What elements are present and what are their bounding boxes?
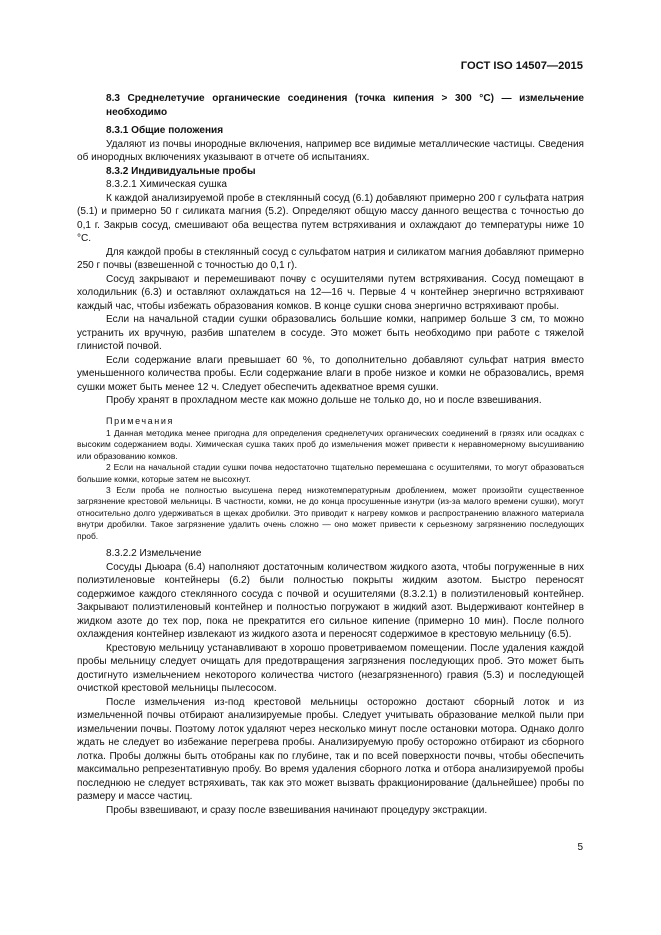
paragraph: Сосуд закрывают и перемешивают почву с осушителями путем встряхивания. Сосуд помещают в холодильник (6.3) и оставляют охлаждаться на 12—16 ч. Первые 4 ч контейнер энергично встряхивают каждый час, чтобы избежать образования комков. В конце сушки снова энергично встряхивают пробы. bbox=[77, 273, 584, 312]
section-8-3-title: 8.3 Среднелетучие органические соединения (точка кипения > 300 °С) — измельчение необходимо bbox=[106, 93, 584, 118]
section-8-3-2-1-title: 8.3.2.1 Химическая сушка bbox=[106, 179, 227, 190]
paragraph: Если на начальной стадии сушки образовались большие комки, например больше 3 см, то можно устранить их вручную, разбив шпателем в сосуде. Это может быть необходимо при работе с тяжелой глинистой почвой. bbox=[77, 314, 584, 352]
note: 1 Данная методика менее пригодна для определения среднелетучих органических соединений в грязях или осадках с высоким содержанием воды. Химическая сушка таких проб до измельчения может привести к неравномерному высушиванию или образованию комков. bbox=[77, 428, 584, 461]
section-8-3-1-title: 8.3.1 Общие положения bbox=[106, 125, 224, 136]
paragraph: Если содержание влаги превышает 60 %, то дополнительно добавляют сульфат натрия вместо уменьшенного количества пробы. Если содержание влаги в пробе низкое и комки не образовались, время сушки может быть менее 12 ч. Следует обеспечить адекватное время сушки. bbox=[77, 354, 584, 393]
section-8-3-1-text: Удаляют из почвы инородные включения, например все видимые металлические частицы. Сведения об инородных включениях указывают в отчете об испытаниях. bbox=[77, 138, 584, 163]
paragraph: Крестовую мельницу устанавливают в хорошо проветриваемом помещении. После удаления каждой пробы мельницу следует очищать для предотвращения загрязнения последующих проб. Это может быть достигнуто измельчением некоторого количества чистого (незагрязненного) гравия (5.3) и последующей очисткой крестовой мельницы пылесосом. bbox=[77, 642, 584, 695]
paragraph: К каждой анализируемой пробе в стеклянный сосуд (6.1) добавляют примерно 200 г сульфата натрия (5.1) и примерно 50 г силиката магния (5.2). Определяют общую массу данного вещества с точностью до 0,1 г. Закрыв сосуд, смешивают оба вещества путем встряхивания и охлаждают до температуры ниже 10 °С. bbox=[77, 192, 584, 244]
note: 2 Если на начальной стадии сушки почва недостаточно тщательно перемешана с осушителями, то могут образоваться большие комки, которые затем не высохнут. bbox=[77, 462, 584, 484]
note: 3 Если проба не полностью высушена перед низкотемпературным дроблением, может произойти существенное загрязнение крестовой мельницы. В частности, комки, не до конца просушенные изнутри (из-за малого времени сушки), могут относительно долго удерживаться в щеках дробилки. Это приводит к нагреву комков и распространению влажного материала внутри дробилки. Такое загрязнение удалить очень сложно — оно может привести к серьезному загрязнению последующих проб. bbox=[77, 485, 584, 541]
paragraph: После измельчения из-под крестовой мельницы осторожно достают сборный лоток и из измельченной почвы отбирают анализируемые пробы. Следует учитывать образование мелкой пыли при измельчении почвы. Поэтому лоток удаляют через несколько минут после остановки мотора. Однако долго ждать не следует во избежание перегрева пробы. Анализируемую пробу осторожно отбирают из сборного лотка. Пробы должны быть отобраны как по глубине, так и по всей поверхности почвы, чтобы обеспечить максимально репрезентативную пробу. Во время удаления сборного лотка и отбора анализируемой пробы последнюю не следует встряхивать, так как это может вызвать фракционирование (дальнейшее) пробы по размеру и массе частиц. bbox=[77, 696, 584, 803]
paragraph: Сосуды Дьюара (6.4) наполняют достаточным количеством жидкого азота, чтобы погруженные в них полиэтиленовые контейнеры (6.2) были полностью покрыты жидким азотом. Быстро переносят содержимое каждого стеклянного сосуда с почвой и осушителями (8.3.2.1) в полиэтиленовый контейнер. Закрывают полиэтиленовый контейнер и полностью погружают в жидкий азот. Выдерживают контейнер в жидком азоте до тех пор, пока не прекратится его сильное кипение (примерно 10 мин). После полного охлаждения контейнер извлекают из жидкого азота и переносят содержимое в крестовую мельницу (6.5). bbox=[77, 561, 584, 641]
page-content bbox=[77, 92, 584, 817]
notes-heading: Примечания bbox=[106, 415, 174, 426]
standard-designation: ГОСТ ISO 14507—2015 bbox=[460, 60, 583, 72]
paragraph: Для каждой пробы в стеклянный сосуд с сульфатом натрия и силикатом магния добавляют примерно 250 г почвы (взвешенной с точностью до 0,1 г). bbox=[77, 246, 584, 271]
paragraph: Пробы взвешивают, и сразу после взвешивания начинают процедуру экстракции. bbox=[106, 804, 488, 816]
section-8-3-2-title: 8.3.2 Индивидуальные пробы bbox=[106, 165, 256, 177]
section-8-3-2-2-title: 8.3.2.2 Измельчение bbox=[106, 548, 202, 560]
page-number: 5 bbox=[577, 842, 583, 853]
paragraph: Пробу хранят в прохладном месте как можно дольше не только до, но и после взвешивания. bbox=[106, 395, 542, 406]
